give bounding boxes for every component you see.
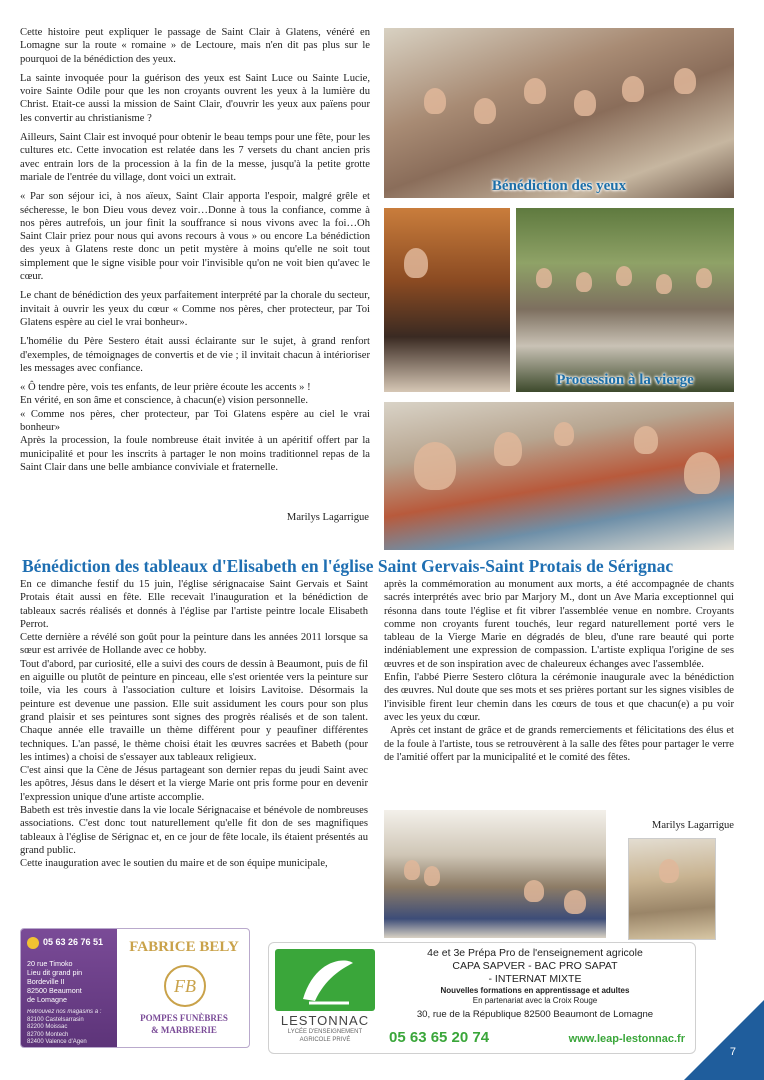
paragraph: Cette inauguration avec le soutien du maire et de son équipe municipale, xyxy=(20,858,328,870)
paragraph: Le chant de bénédiction des yeux parfaitement interprété par la chorale du secteur, invitait à ouvrir les yeux du cœur « Comme nos pères, cher protecteur, par Toi Glatens espère au ciel le vrai bonheur». xyxy=(20,290,370,328)
school-logo xyxy=(275,949,375,1011)
quote-line: Après la procession, la foule nombreuse était invitée à un apéritif offert par la municipalité et pour les inscrits à partager le non moins traditionnel repas de la Saint Clair dans une belle ambiance conviviale et fraternelle. xyxy=(20,435,370,473)
ad-store: 82200 Moissac xyxy=(27,1024,68,1030)
paragraph: Babeth est très investie dans la vie locale Sérignacaise et bénévole de nombreuses associations. C'est donc tout naturellement qu'elle fit don de ses magnifiques tableaux à l'église de Sérignac et, en ce jour de fête locale, ils étaient présentés au grand public. xyxy=(20,805,368,856)
ad-monogram-text: FB xyxy=(174,976,196,996)
ad-phone: 05 63 26 76 51 xyxy=(43,937,104,947)
photo-caption: Procession à la vierge xyxy=(556,372,694,388)
paragraph: Ailleurs, Saint Clair est invoqué pour obtenir le beau temps pour une fête, pour les cultures etc. Cette invocation est relatée dans les 7 versets du chant ancien pris avec entrain lors de la procession à la fin de la messe, jusqu'à la petite grotte mariale de l'entrée du village, dont voici un extrait. xyxy=(20,132,370,183)
ad-contact-panel xyxy=(21,929,117,1047)
school-ad-address: 30, rue de la République 82500 Beaumont de Lomagne xyxy=(416,1009,654,1020)
school-ad-line: CAPA SAPVER - BAC PRO SAPAT xyxy=(452,960,618,972)
leaf-icon xyxy=(275,949,375,1011)
school-ad-website[interactable]: www.leap-lestonnac.fr xyxy=(568,1033,685,1045)
school-ad-phone: 05 63 65 20 74 xyxy=(389,1029,490,1046)
ad-school-lestonnac[interactable] xyxy=(268,942,696,1054)
paragraph: Cette histoire peut expliquer le passage de Saint Clair à Glatens, vénéré en Lomagne sur la route « romaine » de Lectoure, mais n'en dit pas plus sur le pourquoi de la bénédiction des yeux. xyxy=(20,27,370,65)
paragraph: Enfin, l'abbé Pierre Sestero clôtura la cérémonie inaugurale avec la bénédiction des œuvres. Nul doute que ses mots et ses prières portant sur les signes visibles de l'invisible firent leur chemin dans les cœurs de tous et que chacun(e) a pu voir avec les yeux du cœur. xyxy=(384,672,734,723)
ad-store: 82700 Montech xyxy=(27,1031,69,1038)
paragraph: L'homélie du Père Sestero était aussi éclairante sur le sujet, à grand renfort d'exemples, de témoignages de convertis et de vie ; il invitait chacun à intérioriser les messages avec confiance. xyxy=(20,336,370,374)
paragraph: après la commémoration au monument aux morts, a été accompagnée de chants sacrés interprétés avec brio par Marjory M., dont un Ave Maria exceptionnel qui résonna dans toute l'église et fit vibrer l'assemblée venue en nombre. Croyants comme non croyants furent touchés, leur regard naturellement porté vers le tableau de la Vierge Marie en dégradés de bleu, d'une rare beauté qui porte indéniablement une expression de compassion. L'artiste expliqua l'origine de ses œuvres et de son inspiration avec de chaleureux échanges avec l'assemblée. xyxy=(384,579,734,670)
paragraph: Cette dernière a révélé son goût pour la peinture dans les années 2011 lorsque sa sœur est arrivée de Hollande avec ce hobby. xyxy=(20,632,368,657)
phone-icon xyxy=(27,937,39,949)
ad-address-line: 82500 Beaumont xyxy=(27,986,82,995)
ad-store: 82100 Castelsarrasin xyxy=(27,1016,84,1023)
photo-eye-blessing xyxy=(384,28,734,198)
photo-banquet xyxy=(384,402,734,550)
quote-line: « Comme nos pères, cher protecteur, par Toi Glatens espère au ciel le vrai bonheur» xyxy=(20,408,370,434)
ad-services-line: POMPES FUNÈBRES xyxy=(140,1013,228,1023)
school-logo-subtitle: AGRICOLE PRIVÉ xyxy=(299,1037,351,1043)
painting-jesus-in-desert xyxy=(628,838,716,940)
photo-procession xyxy=(516,208,734,392)
quote-line: « Ô tendre père, vois tes enfants, de leur prière écoute les accents » ! xyxy=(20,382,311,394)
photo-church-ceremony xyxy=(384,810,606,938)
ad-address-line: 20 rue Timoko xyxy=(27,959,73,968)
ad-address-line: Bordeville II xyxy=(27,977,65,986)
ad-store: 82400 Valence d'Agen xyxy=(27,1039,87,1045)
school-ad-line: 4e et 3e Prépa Pro de l'enseignement agricole xyxy=(427,947,643,959)
article2-column-2 xyxy=(384,578,734,764)
article1-body xyxy=(20,26,370,474)
ad-address-line: Lieu dit grand pin xyxy=(27,968,83,977)
paragraph: « Par son séjour ici, à nos aïeux, Saint Clair apporta l'espoir, malgré grêle et sécheresse, le bon Dieu vous devez voir…Donne à tous la confiance, comme à nos pères autrefois, un jour finit la souffrance si nous vivons avec la foi…Oh Saint Clair priez pour nous qui avons recours à vous » ou encore La bénédiction des yeux à Glatens reste donc un petit mystère à moins qu'elle ne soit tout simplement que le signe visible pour voir l'invisible qu'on ne voit bien qu'avec le cœur. xyxy=(20,191,370,283)
ad-address-line: de Lomagne xyxy=(27,995,67,1004)
photo-caption: Bénédiction des yeux xyxy=(491,178,627,194)
article2-column-1 xyxy=(20,578,368,871)
school-logo-name: LESTONNAC xyxy=(280,1013,370,1028)
paragraph: La sainte invoquée pour la guérison des yeux est Saint Luce ou Sainte Lucie, voire Sainte Odile pour que les non croyants ouvrent les yeux à la lumière du Christ. Etait-ce aussi la mission de Saint Clair, d'ouvrir les yeux aux païens pour les convertir au christianisme ? xyxy=(20,72,370,124)
article1-author: Marilys Lagarrigue xyxy=(286,512,369,523)
article2-heading: Bénédiction des tableaux d'Elisabeth en l'église Saint Gervais-Saint Protais de Sérignac xyxy=(22,556,674,576)
article2-author: Marilys Lagarrigue xyxy=(651,820,734,831)
ad-company-name: FABRICE BELY xyxy=(129,939,239,955)
school-logo-subtitle: LYCÉE D'ENSEIGNEMENT xyxy=(287,1029,363,1035)
paragraph: C'est ainsi que la Cène de Jésus partageant son dernier repas du jeudi Saint avec les apôtres, Jésus dans le désert et la vierge Marie ont pris forme pour en devenir l'expression unique d'une artiste accomplie. xyxy=(20,765,368,803)
corner-decoration xyxy=(684,1000,764,1080)
ad-funeral-services[interactable] xyxy=(20,928,250,1048)
paragraph: En ce dimanche festif du 15 juin, l'église sérignacaise Saint Gervais et Saint Protais était aussi en fête. Elle recevait l'inauguration et la bénédiction de tableaux sacrés réalisés et donnés à l'église par l'artiste peintre locale Elisabeth Perrot. xyxy=(20,579,368,630)
paragraph: Tout d'abord, par curiosité, elle a suivi des cours de dessin à Beaumont, puis de fil en aiguille ou plutôt de peinture en pinceau, elle s'est orientée vers la peinture sur toile, via les cours à l'association culture et loisirs Lavitoise. Désormais la peinture est devenue une passion. Elle suit assidument les cours pour son plus grand plaisir et ses peintures sont signes des progrès réalisés et de son talent. Chaque année elle travaille un thème différent pour y peaufiner différentes techniques. L'an passé, le thème choisi était les œuvres sacrées et Babeth (pour les intimes) a choisi de s'essayer aux tableaux religieux. xyxy=(20,658,368,763)
photo-singer-saxophone xyxy=(384,208,510,392)
ad-services-line: & MARBRERIE xyxy=(151,1025,217,1035)
school-ad-line: En partenariat avec la Croix Rouge xyxy=(472,996,598,1005)
page-number: 7 xyxy=(729,1046,736,1058)
paragraph: Après cet instant de grâce et de grands remerciements et félicitations des élus et de la foule à l'artiste, tous se retrouvèrent à la salle des fêtes pour partager le verre de l'amitié offert par la municipalité et le comité des fêtes. xyxy=(384,725,734,763)
school-ad-line: - INTERNAT MIXTE xyxy=(488,973,582,985)
ad-stores-title: Retrouvez nos magasins à : xyxy=(27,1009,102,1015)
ad-monogram-logo xyxy=(164,965,206,1007)
school-ad-line: Nouvelles formations en apprentissage et adultes xyxy=(440,986,630,995)
quote-line: En vérité, en son âme et conscience, à chacun(e) vision personnelle. xyxy=(20,395,308,407)
